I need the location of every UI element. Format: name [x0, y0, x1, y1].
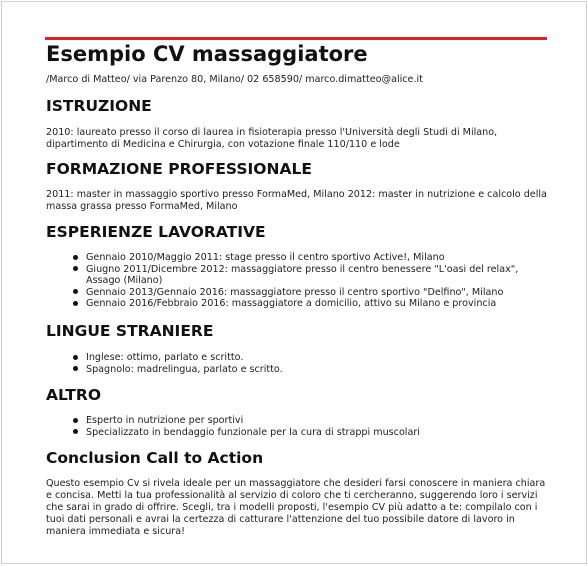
list-item: Specializzato in bendaggio funzionale per la cura di strappi muscolari: [46, 427, 552, 439]
bullet-icon: [73, 301, 78, 306]
section-heading-lingue: LINGUE STRANIERE: [46, 322, 214, 340]
title-rule: [45, 37, 547, 40]
bullet-icon: [73, 355, 78, 360]
list-item: Gennaio 2013/Gennaio 2016: massaggiatore presso il centro sportivo "Delfino", Milano: [46, 287, 552, 299]
section-heading-altro: ALTRO: [46, 386, 101, 404]
list-item: Gennaio 2016/Febbraio 2016: massaggiatore a domicilio, attivo su Milano e provincia: [46, 298, 552, 310]
bullet-icon: [73, 429, 78, 434]
conclusion-text: Questo esempio Cv si rivela ideale per un massaggiatore che desideri farsi conoscere in maniera chiara e concisa. Metti la tua professionalità al servizio di coloro che ti cercheranno, suggerendo loro i servizi che sarai in grado di offrire. Scegli, tra i modelli proposti, l'esempio CV più adatto a te: compilalo con i tuoi dati personali e avrai la certezza di catturare l'attenzione del tuo possibile datore di lavoro in maniera immediata e sicura!: [46, 478, 546, 537]
section-heading-conclusion: Conclusion Call to Action: [46, 449, 264, 467]
section-heading-istruzione: ISTRUZIONE: [46, 97, 152, 115]
bullet-icon: [73, 266, 78, 271]
bullet-icon: [73, 366, 78, 371]
list-item: Gennaio 2010/Maggio 2011: stage presso il centro sportivo Active!, Milano: [46, 252, 552, 264]
list-item: Esperto in nutrizione per sportivi: [46, 415, 552, 427]
list-item: Inglese: ottimo, parlato e scritto.: [46, 352, 552, 364]
list-item: Spagnolo: madrelingua, parlato e scritto.: [46, 364, 552, 376]
cv-page: [1, 1, 587, 564]
contact-line: /Marco di Matteo/ via Parenzo 80, Milano/ 02 658590/ marco.dimatteo@alice.it: [46, 74, 423, 85]
section-heading-formazione: FORMAZIONE PROFESSIONALE: [46, 160, 312, 178]
lingue-list: [46, 352, 552, 375]
bullet-icon: [73, 289, 78, 294]
istruzione-text: 2010: laureato presso il corso di laurea in fisioterapia presso l'Università degli Studi di Milano, dipartimento di Medicina e Chirurgia, con votazione finale 110/110 e lode: [46, 127, 498, 150]
esperienze-list: [46, 252, 552, 310]
page-title: Esempio CV massaggiatore: [46, 42, 368, 66]
formazione-text: 2011: master in massaggio sportivo presso FormaMed, Milano 2012: master in nutrizione e calcolo della massa grassa presso FormaMed, Milano: [46, 189, 547, 212]
bullet-icon: [73, 418, 78, 423]
bullet-icon: [73, 255, 78, 260]
list-item: Giugno 2011/Dicembre 2012: massaggiatore presso il centro benessere "L'oasi del relax", Assago (Milano): [46, 264, 552, 287]
section-heading-esperienze: ESPERIENZE LAVORATIVE: [46, 223, 266, 241]
altro-list: [46, 415, 552, 438]
